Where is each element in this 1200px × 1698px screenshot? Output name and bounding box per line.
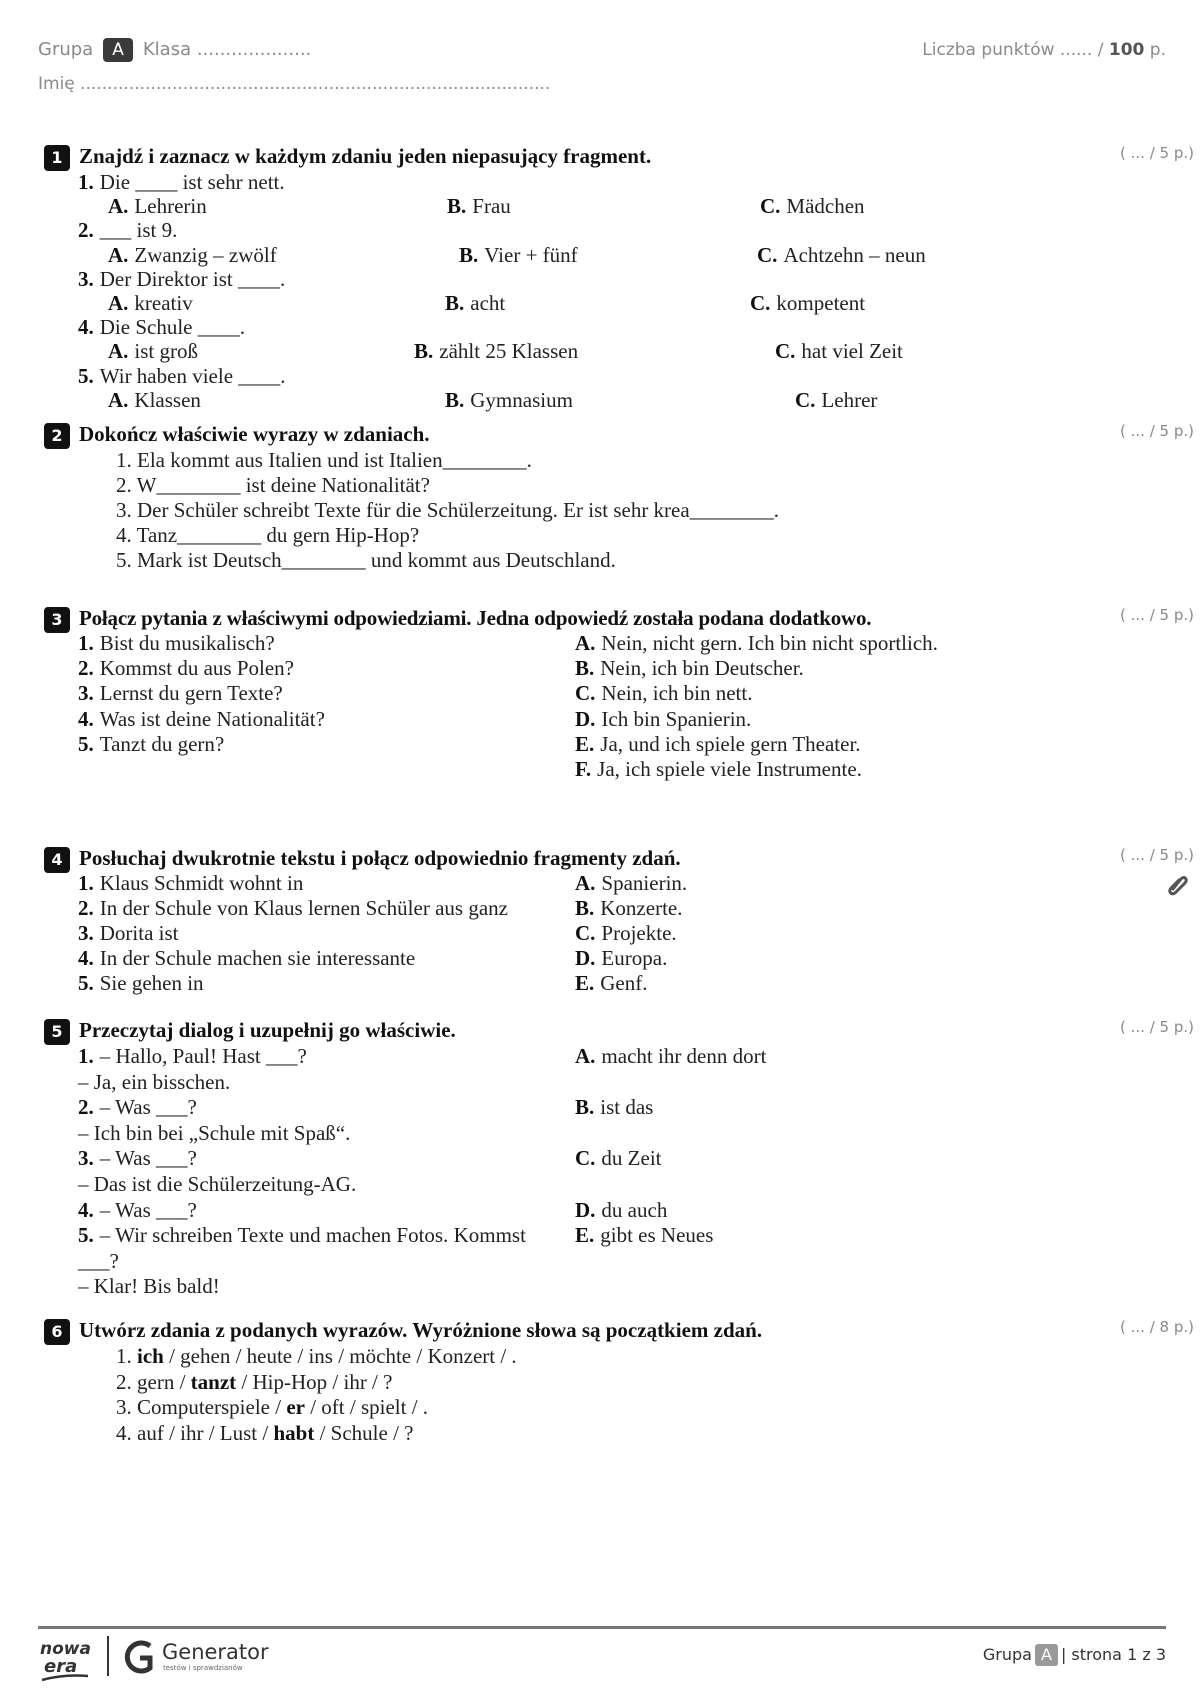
option-text: Lehrerin: [134, 194, 207, 219]
item-number: 3.: [78, 681, 94, 706]
points-label: Liczba punktów ...... /: [922, 40, 1104, 60]
item-text: – Hallo, Paul! Hast ___?: [99, 1044, 307, 1068]
logo-nowa-text: nowa: [40, 1639, 91, 1659]
match-right-item: [575, 655, 804, 681]
item-text: Tanzt du gern?: [99, 731, 225, 756]
match-right-item: [575, 706, 751, 732]
task-title: Znajdź i zaznacz w każdym zdaniu jeden niepasujący fragment.: [79, 144, 652, 168]
option-letter: B.: [445, 291, 465, 315]
sentence-start-word: ich: [137, 1344, 164, 1368]
sentence-part: 3. Computerspiele /: [116, 1395, 287, 1419]
question-text: Der Direktor ist ____.: [99, 266, 286, 291]
item-number: 3.: [78, 1146, 94, 1171]
item-text: Bist du musikalisch?: [99, 631, 275, 655]
item-letter: A.: [575, 1044, 596, 1068]
question-text: Die ____ ist sehr nett.: [99, 170, 285, 194]
option-text: Gymnasium: [470, 387, 573, 412]
sentence-start-word: er: [286, 1395, 305, 1419]
option-letter: A.: [108, 339, 129, 364]
logo-generator-text: Generator: [162, 1640, 269, 1664]
question-line: [78, 266, 285, 292]
task-3: [44, 606, 1194, 632]
option-a: [108, 338, 198, 364]
match-right-item: [575, 1094, 653, 1120]
task-title: Posłuchaj dwukrotnie tekstu i połącz odpowiednio fragmenty zdań.: [79, 846, 681, 870]
task-number: 5: [44, 1019, 70, 1045]
item-number: 4.: [78, 946, 94, 970]
item-letter: E.: [575, 1223, 595, 1248]
item-text: Nein, ich bin nett.: [601, 681, 753, 706]
sentence-part: / gehen / heute / ins / möchte / Konzert / .: [163, 1344, 517, 1368]
class-label: Klasa ....................: [142, 39, 312, 60]
footer-group-label: Grupa: [982, 1645, 1032, 1664]
sentence-part: / oft / spielt / .: [304, 1395, 429, 1419]
task-number: 1: [44, 145, 70, 171]
points-unit: p.: [1149, 40, 1166, 60]
task-points: ( ... / 5 p.): [1120, 144, 1194, 162]
match-left-item: [78, 1171, 356, 1197]
task-5: [44, 1018, 1194, 1044]
task-number: 2: [44, 423, 70, 449]
option-b: [414, 338, 578, 364]
match-right-item: [575, 756, 862, 782]
task-points: ( ... / 5 p.): [1120, 606, 1194, 624]
question-number: 4.: [78, 315, 94, 340]
item-letter: D.: [575, 706, 596, 731]
logo-generator-sub: testów i sprawdzianów: [163, 1664, 243, 1672]
task-title: Przeczytaj dialog i uzupełnij go właściwie.: [79, 1018, 456, 1042]
item-number: 1.: [78, 631, 94, 655]
option-a: [108, 242, 277, 268]
match-left-item: [78, 1145, 197, 1171]
match-left-item: [78, 895, 508, 921]
item-text: Nein, ich bin Deutscher.: [600, 656, 804, 681]
logo-era-text: era: [44, 1656, 78, 1677]
match-left-item: [78, 630, 275, 656]
sentence-part: 1.: [116, 1344, 137, 1368]
option-letter: A.: [108, 194, 129, 219]
option-letter: C.: [760, 194, 781, 219]
match-left-item: [78, 1043, 307, 1069]
match-left-item: [78, 920, 179, 946]
match-right-item: [575, 1043, 766, 1069]
item-letter: C.: [575, 681, 596, 706]
task-points: ( ... / 5 p.): [1120, 846, 1194, 864]
match-left-item: [78, 1094, 197, 1120]
item-letter: E.: [575, 971, 595, 995]
match-right-item: [575, 1197, 667, 1223]
item-text: Nein, nicht gern. Ich bin nicht sportlich.: [601, 631, 938, 655]
item-text: macht ihr denn dort: [601, 1044, 767, 1068]
item-number: 5.: [78, 971, 94, 995]
match-left-item: [78, 655, 294, 681]
item-text: – Das ist die Schülerzeitung-AG.: [78, 1172, 357, 1196]
item-letter: B.: [575, 656, 595, 681]
item-number: 4.: [78, 1197, 94, 1222]
item-text: du auch: [601, 1197, 668, 1222]
option-letter: B.: [414, 339, 434, 364]
option-text: Vier + fünf: [484, 242, 578, 267]
item-letter: B.: [575, 1095, 595, 1120]
task-points: ( ... / 5 p.): [1120, 1018, 1194, 1036]
item-text: Projekte.: [601, 921, 677, 945]
match-left-item: [78, 680, 283, 706]
match-left-item: [78, 1248, 119, 1274]
task-number: 3: [44, 607, 70, 633]
option-letter: C.: [775, 339, 796, 364]
match-left-item: [78, 1120, 350, 1146]
option-letter: A.: [108, 387, 129, 412]
question-line: [78, 314, 245, 340]
item-text: In der Schule machen sie interessante: [99, 946, 416, 970]
audio-track-icon[interactable]: [1166, 874, 1188, 896]
sentence-line: [116, 1343, 517, 1369]
item-text: – Was ___?: [99, 1197, 197, 1222]
sentence-line: 4. Tanz________ du gern Hip-Hop?: [116, 523, 420, 547]
option-b: [445, 387, 573, 413]
task-number: 4: [44, 847, 70, 873]
item-number: 1.: [78, 1044, 94, 1068]
option-text: kompetent: [776, 291, 866, 315]
option-text: Achtzehn – neun: [783, 242, 926, 267]
item-text: Europa.: [601, 946, 668, 970]
sentence-start-word: habt: [273, 1420, 315, 1445]
item-text: ist das: [600, 1095, 654, 1120]
match-right-item: [575, 1145, 662, 1171]
match-right-item: [575, 945, 667, 971]
group-label: Grupa: [38, 39, 94, 60]
logo-divider: [107, 1636, 109, 1676]
task-4: [44, 846, 1194, 872]
question-line: [78, 169, 285, 195]
match-right-item: [575, 895, 682, 921]
footer-rule: [38, 1626, 1166, 1629]
sentence-line: [116, 1369, 392, 1395]
item-number: 2.: [78, 656, 94, 681]
match-left-item: [78, 731, 224, 757]
points-total: 100: [1108, 40, 1145, 60]
task-title: Dokończ właściwie wyrazy w zdaniach.: [79, 422, 430, 446]
option-letter: B.: [459, 242, 479, 267]
option-letter: C.: [750, 291, 771, 315]
item-number: 2.: [78, 896, 94, 920]
item-text: Dorita ist: [99, 921, 179, 945]
option-c: [757, 242, 926, 268]
item-text: Ja, und ich spiele gern Theater.: [600, 731, 861, 756]
item-text: Klaus Schmidt wohnt in: [99, 871, 304, 895]
footer-group-badge: A: [1035, 1644, 1058, 1666]
option-text: kreativ: [134, 291, 193, 315]
question-text: Die Schule ____.: [99, 315, 245, 340]
item-text: Ja, ich spiele viele Instrumente.: [597, 757, 862, 781]
match-left-item: [78, 945, 415, 971]
item-number: 5.: [78, 1223, 94, 1248]
group-badge: A: [103, 38, 133, 62]
question-number: 1.: [78, 170, 94, 194]
item-text: – Was ___?: [99, 1146, 197, 1171]
match-right-item: [575, 680, 752, 706]
item-letter: E.: [575, 731, 595, 756]
match-left-item: [78, 970, 204, 996]
footer-page-label: | strona 1 z 3: [1060, 1645, 1166, 1664]
item-letter: D.: [575, 946, 596, 970]
group-field: [38, 38, 311, 62]
item-text: Kommst du aus Polen?: [99, 656, 294, 681]
option-letter: B.: [445, 387, 465, 412]
item-letter: A.: [575, 871, 596, 895]
task-6: [44, 1318, 1194, 1344]
option-text: hat viel Zeit: [801, 339, 903, 364]
item-letter: C.: [575, 921, 596, 945]
task-title: Połącz pytania z właściwymi odpowiedziami. Jedna odpowiedź została podana dodatkowo.: [79, 606, 872, 630]
match-left-item: [78, 1197, 197, 1223]
match-left-item: [78, 1069, 230, 1095]
item-text: – Ich bin bei „Schule mit Spaß“.: [78, 1120, 351, 1145]
option-b: [459, 242, 578, 268]
question-text: Wir haben viele ____.: [99, 363, 286, 388]
sentence-part: 4. auf / ihr / Lust /: [116, 1420, 274, 1445]
sentence-part: 2. gern /: [116, 1369, 191, 1394]
sentence-line: 3. Der Schüler schreibt Texte für die Schülerzeitung. Er ist sehr krea________.: [116, 498, 779, 522]
item-number: 5.: [78, 731, 94, 756]
option-letter: B.: [447, 194, 467, 219]
sentence-line: [116, 1394, 428, 1420]
option-b: [445, 290, 505, 316]
task-number: 6: [44, 1319, 70, 1345]
option-c: [750, 290, 865, 316]
item-text: In der Schule von Klaus lernen Schüler aus ganz: [99, 896, 508, 920]
item-text: Sie gehen in: [99, 971, 204, 995]
match-right-item: [575, 731, 861, 757]
option-text: Klassen: [134, 387, 201, 412]
name-label: Imię .......................................................................................: [38, 74, 551, 94]
item-number: 2.: [78, 1095, 94, 1120]
question-line: [78, 217, 177, 243]
question-number: 3.: [78, 266, 94, 291]
option-text: ist groß: [134, 339, 199, 364]
option-letter: C.: [757, 242, 778, 267]
option-c: [760, 193, 865, 219]
option-text: Zwanzig – zwölf: [134, 242, 277, 267]
item-letter: C.: [575, 1146, 596, 1171]
option-a: [108, 290, 193, 316]
task-title: Utwórz zdania z podanych wyrazów. Wyróżnione słowa są początkiem zdań.: [79, 1318, 763, 1342]
item-number: 3.: [78, 921, 94, 945]
name-field: [38, 74, 550, 94]
question-text: ___ ist 9.: [99, 218, 178, 243]
option-text: zählt 25 Klassen: [439, 339, 579, 364]
match-left-item: [78, 870, 303, 896]
sentence-line: 2. W________ ist deine Nationalität?: [116, 473, 430, 497]
option-a: [108, 193, 207, 219]
match-left-item: [78, 1273, 220, 1299]
sentence-line: [116, 1420, 414, 1446]
sentence-line: 5. Mark ist Deutsch________ und kommt aus Deutschland.: [116, 548, 616, 572]
question-number: 2.: [78, 218, 94, 243]
item-number: 4.: [78, 706, 94, 731]
item-letter: D.: [575, 1197, 596, 1222]
sentence-part: / Schule / ?: [314, 1420, 414, 1445]
item-text: Spanierin.: [601, 871, 688, 895]
option-letter: A.: [108, 242, 129, 267]
item-text: Was ist deine Nationalität?: [99, 706, 325, 731]
item-letter: B.: [575, 896, 595, 920]
option-b: [447, 193, 511, 219]
option-letter: C.: [795, 387, 816, 412]
item-text: gibt es Neues: [600, 1223, 714, 1248]
item-text: – Klar! Bis bald!: [78, 1274, 220, 1299]
item-text: Konzerte.: [600, 896, 683, 920]
item-text: – Wir schreiben Texte und machen Fotos. Kommst: [99, 1223, 526, 1248]
option-text: Frau: [472, 194, 511, 219]
nowa-era-logo: [38, 1636, 94, 1684]
option-c: [795, 387, 877, 413]
option-letter: A.: [108, 291, 129, 315]
item-letter: A.: [575, 631, 596, 655]
item-text: Ich bin Spanierin.: [601, 706, 752, 731]
points-field: [922, 40, 1166, 60]
match-right-item: [575, 1222, 713, 1248]
item-text: – Was ___?: [99, 1095, 197, 1120]
match-right-item: [575, 630, 938, 656]
option-c: [775, 338, 903, 364]
option-a: [108, 387, 201, 413]
item-text: du Zeit: [601, 1146, 662, 1171]
item-text: ___?: [78, 1248, 119, 1273]
option-text: Mädchen: [786, 194, 865, 219]
task-points: ( ... / 8 p.): [1120, 1318, 1194, 1336]
sentence-line: 1. Ela kommt aus Italien und ist Italien________.: [116, 448, 532, 472]
option-text: Lehrer: [821, 387, 878, 412]
task-points: ( ... / 5 p.): [1120, 422, 1194, 440]
sentence-start-word: tanzt: [190, 1369, 237, 1394]
footer-page-info: [983, 1644, 1166, 1666]
match-right-item: [575, 870, 687, 896]
item-text: Genf.: [600, 971, 648, 995]
match-left-item: [78, 1222, 526, 1248]
option-text: acht: [470, 291, 506, 315]
generator-logo: [120, 1634, 270, 1682]
question-line: [78, 363, 286, 389]
task-1: [44, 144, 1194, 170]
sentence-part: / Hip-Hop / ihr / ?: [236, 1369, 393, 1394]
item-text: Lernst du gern Texte?: [99, 681, 283, 706]
item-text: – Ja, ein bisschen.: [78, 1069, 231, 1094]
task-2: [44, 422, 1194, 448]
match-right-item: [575, 920, 677, 946]
match-left-item: [78, 706, 325, 732]
item-number: 1.: [78, 871, 94, 895]
item-letter: F.: [575, 757, 592, 781]
question-number: 5.: [78, 363, 94, 388]
match-right-item: [575, 970, 648, 996]
